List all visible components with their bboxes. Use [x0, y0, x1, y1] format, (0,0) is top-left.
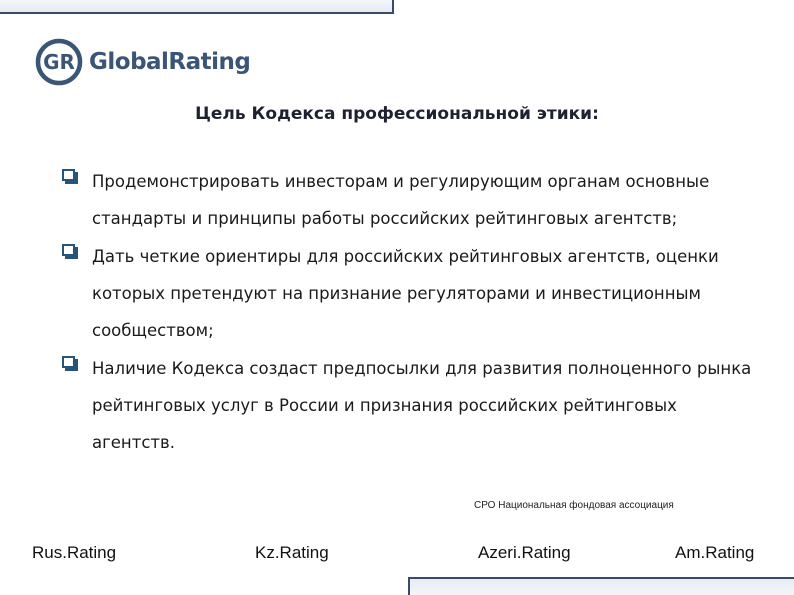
bullet-text: Продемонстрировать инвесторам и регулирующим органам основные стандарты и принципы работы российских рейтинговых агентств; [92, 172, 710, 228]
logo-wordmark: GlobalRating [89, 49, 251, 75]
bullet-list [62, 171, 762, 470]
top-decorative-bar [0, 0, 394, 14]
bottom-decorative-bar [408, 577, 794, 595]
svg-text:GR: GR [43, 50, 75, 74]
globalrating-logo [34, 36, 250, 88]
footer-kzrating: Kz.Rating [255, 543, 329, 562]
checkbox-bullet-icon [62, 244, 75, 256]
list-item [62, 163, 762, 237]
list-item [62, 238, 762, 349]
list-item [62, 350, 762, 461]
bullet-text: Дать четкие ориентиры для российских рейтинговых агентств, оценки которых претендуют на признание регуляторами и инвестиционным сообществом; [92, 247, 719, 340]
footer-amrating: Am.Rating [675, 543, 755, 562]
footer-rusrating: Rus.Rating [32, 543, 117, 562]
checkbox-bullet-icon [62, 169, 75, 181]
gr-logo-icon [34, 37, 84, 87]
footer-azerirating: Azeri.Rating [478, 543, 571, 562]
bullet-text: Наличие Кодекса создаст предпосылки для развития полноценного рынка рейтинговых услуг в России и признания российских рейтинговых агентств. [92, 359, 752, 452]
association-caption: СРО Национальная фондовая ассоциация [474, 500, 674, 511]
page-title: Цель Кодекса профессиональной этики: [195, 104, 599, 124]
checkbox-bullet-icon [62, 356, 75, 368]
